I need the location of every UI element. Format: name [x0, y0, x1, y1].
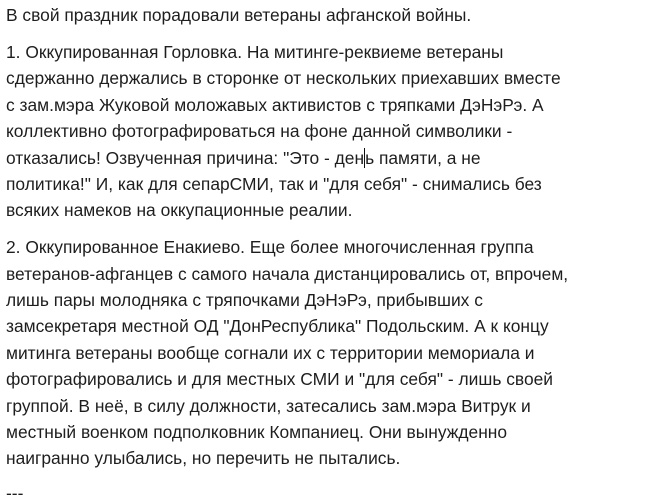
paragraph-2-line: замсекретаря местной ОД "ДонРеспублика" Подольским. А к концу — [6, 316, 549, 337]
paragraph-2 — [6, 234, 642, 472]
paragraph-gap — [6, 224, 642, 235]
separator-line: --- — [6, 482, 24, 499]
paragraph-2-line: митинга ветераны вообще согнали их с территории мемориала и — [6, 342, 535, 363]
paragraph-1-line: коллективно фотографироваться на фоне данной символики - — [6, 121, 513, 142]
paragraph-gap — [6, 28, 642, 39]
paragraph-2-line: фотографировались и для местных СМИ и "для себя" - лишь своей — [6, 369, 554, 390]
intro-line: В свой праздник порадовали ветераны афганской войны. — [6, 5, 472, 25]
paragraph-2-line: 2. Оккупированное Енакиево. Еще более многочисленная группа — [6, 237, 534, 258]
caret-text-before: отказались! Озвученная причина: "Это - ден — [6, 147, 365, 168]
paragraph-2-line: лишь пары молодняка с тряпочками ДэНэРэ, прибывших с — [6, 290, 483, 311]
paragraph-1-line: всяких намеков на оккупационные реалии. — [6, 200, 353, 221]
paragraph-1 — [6, 39, 642, 224]
paragraph-2-line: ветеранов-афганцев с самого начала дистанцировались от, впрочем, — [6, 263, 569, 284]
paragraph-2-line: наигранно улыбались, но перечить не пытались. — [6, 448, 401, 469]
paragraph-2-line: группой. В неё, в силу должности, затесались зам.мэра Витрук и — [6, 395, 531, 416]
paragraph-1-line-with-caret[interactable] — [6, 145, 642, 171]
paragraph-1-line: сдержанно держались в сторонке от нескольких приехавших вместе — [6, 68, 561, 89]
paragraph-2-line: местный военком подполковник Компаниец. Они вынужденно — [6, 422, 508, 443]
paragraph-1-line: 1. Оккупированная Горловка. На митинге-реквиеме ветераны — [6, 41, 504, 62]
paragraph-1-line: политика!" И, как для сепарСМИ, так и "для себя" - снимались без — [6, 173, 542, 194]
caret-text-after: ь памяти, а не — [365, 147, 481, 168]
paragraph-1-line: с зам.мэра Жуковой моложавых активистов с тряпками ДэНэРэ. А — [6, 94, 544, 115]
